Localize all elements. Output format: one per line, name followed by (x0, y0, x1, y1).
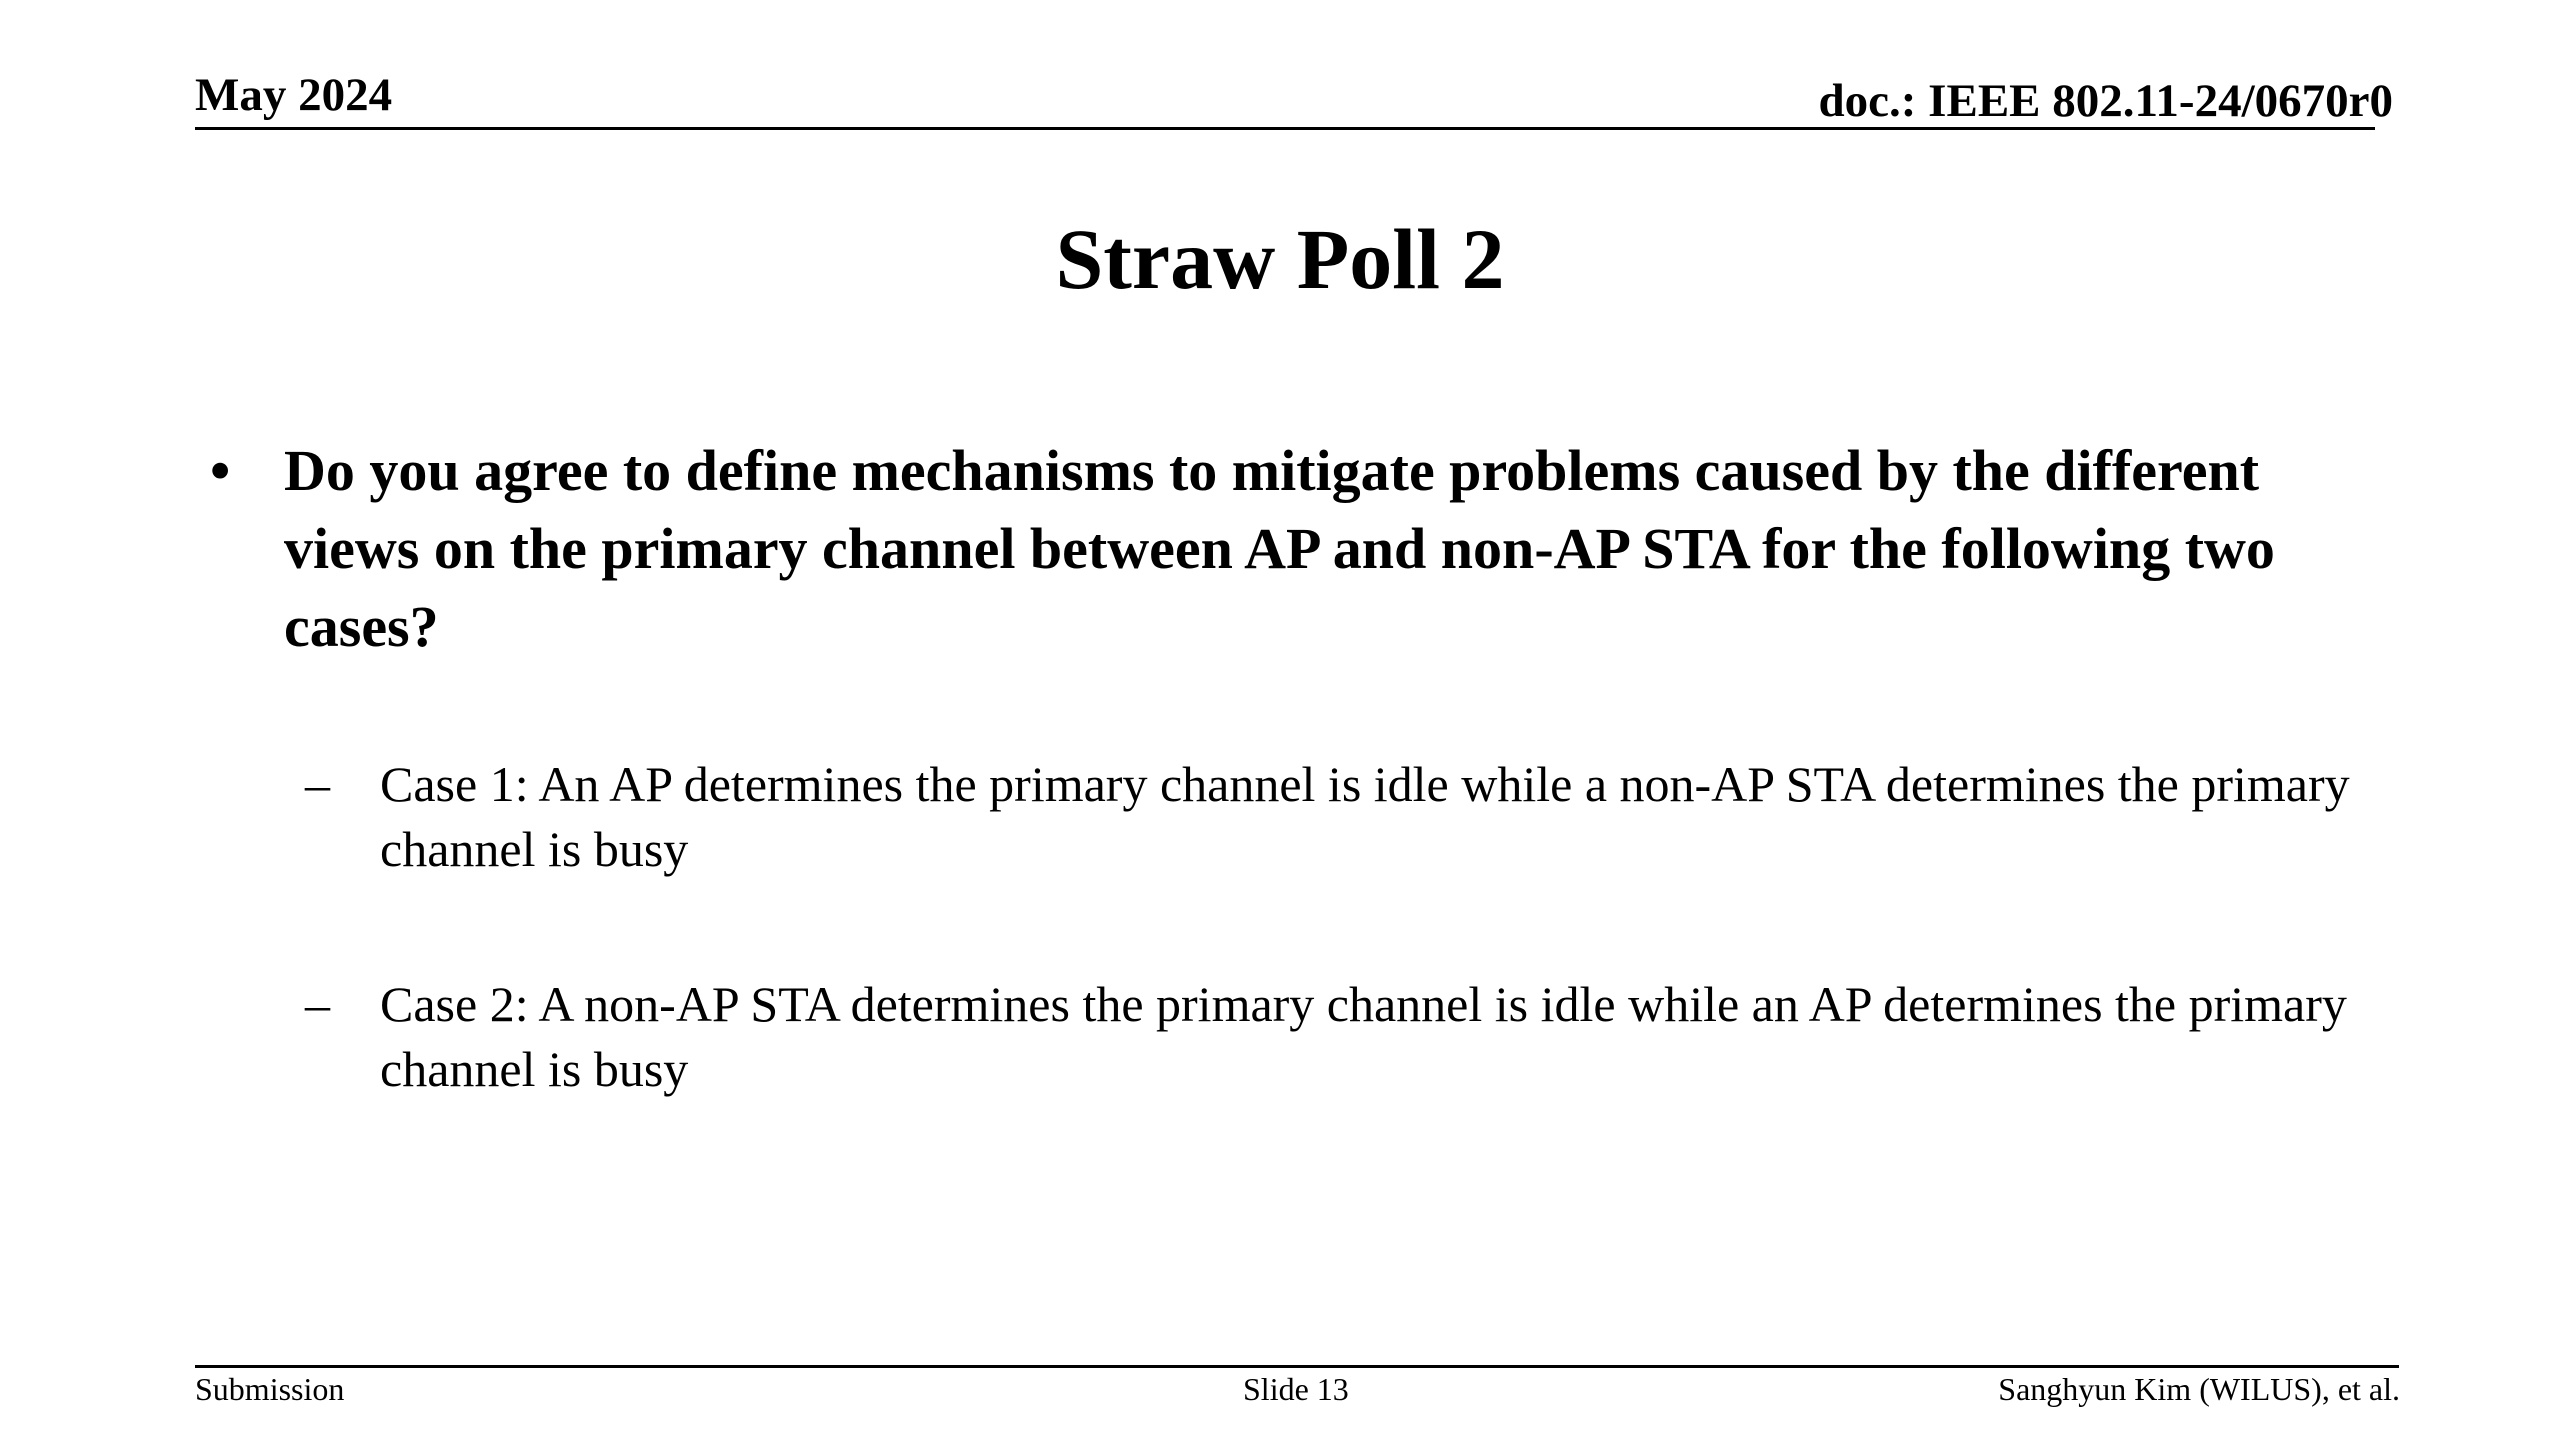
dash-icon: – (305, 756, 330, 812)
dash-icon: – (305, 976, 330, 1032)
header-date: May 2024 (195, 69, 393, 121)
header-divider (195, 127, 2375, 130)
footer-divider (195, 1365, 2399, 1368)
sub-bullet-text: Case 1: An AP determines the primary channel is idle while a non-AP STA determines the primary channel is busy (380, 756, 2350, 877)
slide-title: Straw Poll 2 (1055, 211, 1505, 307)
footer-author: Sanghyun Kim (WILUS), et al. (1998, 1371, 2400, 1407)
main-bullet-text: Do you agree to define mechanisms to mitigate problems caused by the different views on the primary channel between AP and non-AP STA for the following two cases? (284, 438, 2275, 659)
bullet-dot-icon: • (210, 438, 231, 503)
sub-bullet-text: Case 2: A non-AP STA determines the primary channel is idle while an AP determines the primary channel is busy (380, 976, 2347, 1097)
footer-submission: Submission (195, 1371, 345, 1407)
header-doc-id: doc.: IEEE 802.11-24/0670r0 (1818, 75, 2393, 127)
footer-slide-number: Slide 13 (1243, 1371, 1349, 1407)
